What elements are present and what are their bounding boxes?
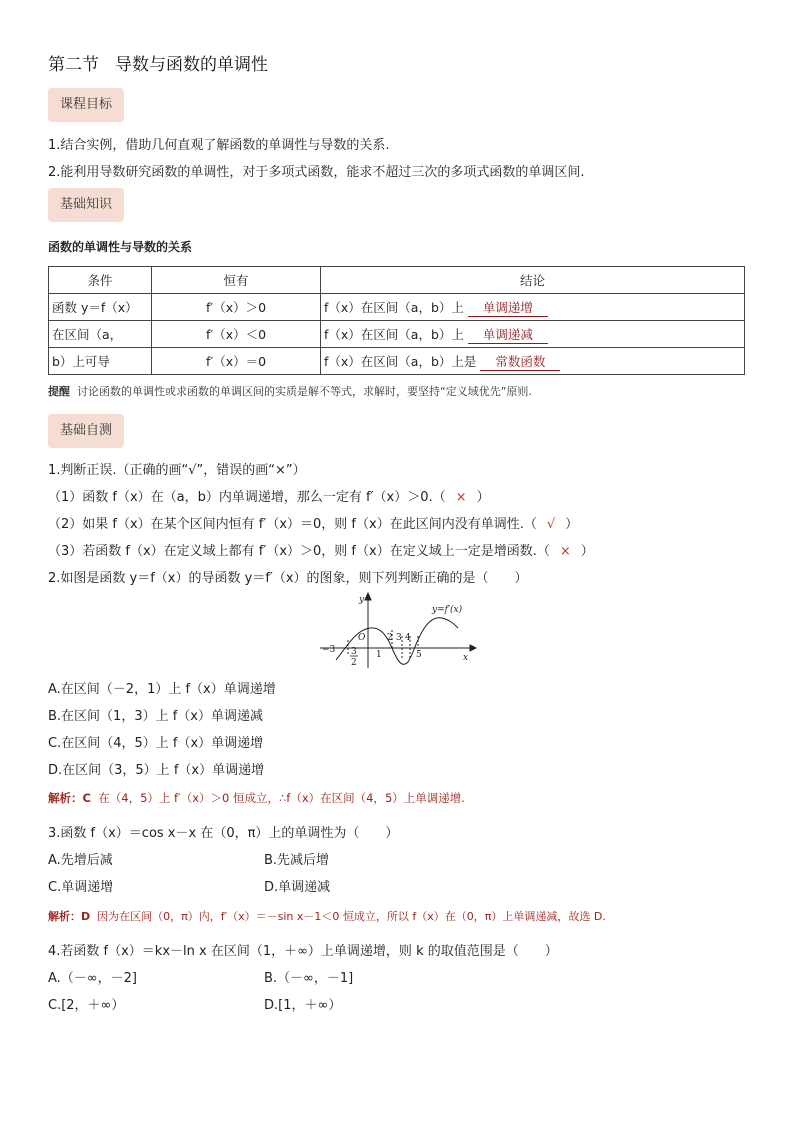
conclusion-cell xyxy=(321,348,745,375)
q3-option-a: A.先增后减 xyxy=(48,853,113,868)
q1-item xyxy=(48,486,490,505)
x-axis-arrow xyxy=(470,645,476,651)
tick-label: 3 xyxy=(396,633,402,643)
q2-option-a: A.在区间（－2，1）上 f（x）单调递增 xyxy=(48,682,276,697)
q3-answer-text: 因为在区间（0，π）内，f′（x）＝－sin x－1＜0 恒成立，所以 f（x）在（0，π）上单调递减，故选 D. xyxy=(97,910,606,923)
table-header: 恒有 xyxy=(152,267,321,294)
q2-stem: 2.如图是函数 y＝f（x）的导函数 y＝f′（x）的图象，则下列判断正确的是（ ） xyxy=(48,571,528,586)
q4-option-d: D.[1，＋∞） xyxy=(264,998,342,1013)
basics-subtitle: 函数的单调性与导数的关系 xyxy=(48,240,193,254)
relation-table xyxy=(48,266,745,375)
tick-label: 2 xyxy=(387,633,393,643)
q2-option-c: C.在区间（4，5）上 f（x）单调递增 xyxy=(48,736,264,751)
q2-answer xyxy=(48,790,465,806)
tick-label: −3 xyxy=(322,645,336,655)
q1-item-close: ） xyxy=(476,490,490,505)
has-cell: f′（x）＜0 xyxy=(152,321,321,348)
conclusion-fill: 单调递减 xyxy=(468,325,548,344)
conclusion-text: f（x）在区间（a，b）上 xyxy=(324,299,464,315)
q2-answer-label: 解析：C xyxy=(48,791,91,805)
q4-option-a: A.（－∞，－2] xyxy=(48,971,137,986)
q1-item-mark: √ xyxy=(546,517,556,532)
q3-option-b: B.先减后增 xyxy=(264,853,330,868)
origin-label: O xyxy=(358,633,366,643)
basics-badge: 基础知识 xyxy=(48,188,124,222)
q1-item-text: （1）函数 f（x）在（a，b）内单调递增，那么一定有 f′（x）＞0.（ xyxy=(48,490,446,505)
conclusion-cell xyxy=(321,321,745,348)
q1-item-text: （3）若函数 f（x）在定义域上都有 f′（x）＞0，则 f（x）在定义域上一定是增函数.（ xyxy=(48,544,550,559)
q1-item-close: ） xyxy=(565,517,579,532)
section-title: 导数与函数的单调性 xyxy=(115,55,268,75)
tick-label: 1 xyxy=(376,650,382,660)
tip-label: 提醒 xyxy=(48,385,70,398)
q3-option-d: D.单调递减 xyxy=(264,880,331,895)
q3-answer-label: 解析：D xyxy=(48,910,91,923)
conclusion-fill: 单调递增 xyxy=(468,298,548,317)
table-row xyxy=(49,348,745,375)
goal-item: 1.结合实例，借助几何直观了解函数的单调性与导数的关系. xyxy=(48,138,390,153)
q1-item-mark: × xyxy=(559,544,571,559)
y-label: y xyxy=(359,595,365,605)
q4-stem: 4.若函数 f（x）＝kx－ln x 在区间（1，＋∞）上单调递增，则 k 的取值范围是（ ） xyxy=(48,944,558,959)
tick-label: 4 xyxy=(405,633,411,643)
conclusion-cell xyxy=(321,294,745,321)
derivative-graph xyxy=(318,590,478,670)
q2-option-d: D.在区间（3，5）上 f（x）单调递增 xyxy=(48,763,265,778)
q4-option-b: B.（－∞，－1] xyxy=(264,971,354,986)
q3-option-c: C.单调递增 xyxy=(48,880,114,895)
tip-line xyxy=(48,383,532,399)
has-cell: f′（x）＞0 xyxy=(152,294,321,321)
self-test-badge: 基础自测 xyxy=(48,414,124,448)
q1-stem: 1.判断正误.（正确的画“√”，错误的画“×”） xyxy=(48,463,306,478)
q4-option-c: C.[2，＋∞） xyxy=(48,998,125,1013)
table-row xyxy=(49,321,745,348)
page-title xyxy=(48,50,268,75)
conclusion-text: f（x）在区间（a，b）上是 xyxy=(324,353,477,369)
goals-badge: 课程目标 xyxy=(48,88,124,122)
q2-option-b: B.在区间（1，3）上 f（x）单调递减 xyxy=(48,709,263,724)
q2-answer-text: 在（4，5）上 f′（x）＞0 恒成立，∴f（x）在区间（4，5）上单调递增. xyxy=(98,791,465,805)
has-cell: f′（x）＝0 xyxy=(152,348,321,375)
tick-label: 3 xyxy=(351,647,357,657)
tip-text: 讨论函数的单调性或求函数的单调区间的实质是解不等式，求解时，要坚持“定义域优先”原则. xyxy=(77,385,532,398)
q3-answer xyxy=(48,908,606,924)
q1-item xyxy=(48,540,594,559)
tick-label: 2 xyxy=(351,658,357,668)
goal-item: 2.能利用导数研究函数的单调性，对于多项式函数，能求不超过三次的多项式函数的单调区间. xyxy=(48,165,585,180)
curve-label: y=f′(x) xyxy=(432,605,463,615)
q1-item xyxy=(48,513,578,532)
condition-line: 在区间（a， xyxy=(49,321,152,348)
x-label: x xyxy=(463,653,469,663)
conclusion-text: f（x）在区间（a，b）上 xyxy=(324,326,464,342)
condition-line: b）上可导 xyxy=(49,348,152,375)
q1-item-mark: × xyxy=(455,490,467,505)
table-header-row xyxy=(49,267,745,294)
tick-label: 5 xyxy=(416,650,422,660)
q1-item-close: ） xyxy=(580,544,594,559)
q3-stem: 3.函数 f（x）＝cos x－x 在（0，π）上的单调性为（ ） xyxy=(48,826,399,841)
q1-item-text: （2）如果 f（x）在某个区间内恒有 f′（x）＝0，则 f（x）在此区间内没有单调性.（ xyxy=(48,517,537,532)
condition-line: 函数 y＝f（x） xyxy=(49,294,152,321)
table-header: 条件 xyxy=(49,267,152,294)
y-axis-arrow xyxy=(365,593,371,600)
table-header: 结论 xyxy=(321,267,745,294)
section-number: 第二节 xyxy=(48,55,99,75)
table-row xyxy=(49,294,745,321)
conclusion-fill: 常数函数 xyxy=(480,352,560,371)
